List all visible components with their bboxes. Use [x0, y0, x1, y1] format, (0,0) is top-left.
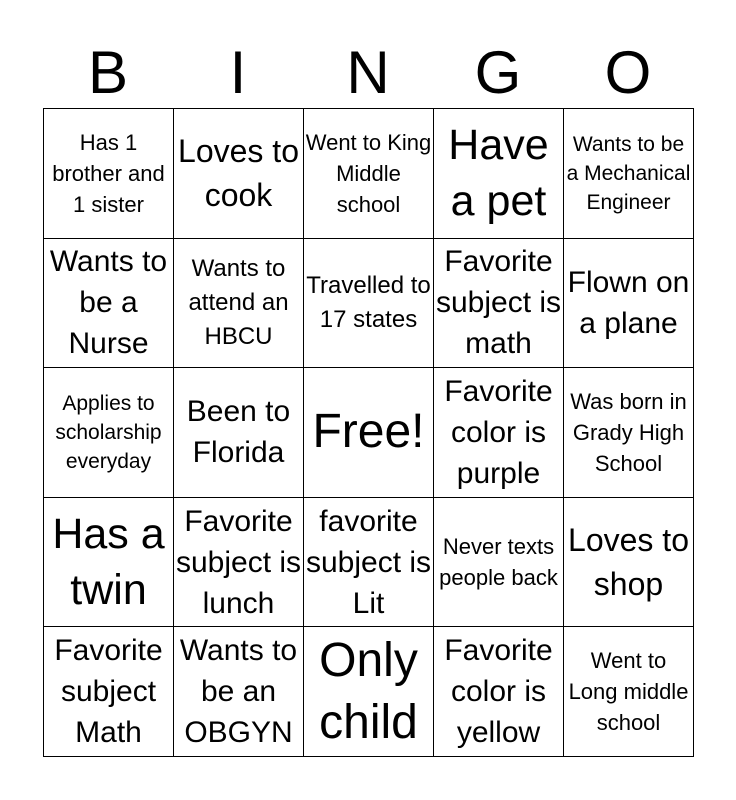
bingo-cell-r2c5[interactable]: [564, 239, 694, 369]
bingo-cell-r4c5[interactable]: [564, 498, 694, 628]
cell-text: Travelled to 17 states: [306, 271, 431, 333]
bingo-cell-r5c5[interactable]: [564, 627, 694, 757]
bingo-cell-r1c3[interactable]: [304, 109, 434, 239]
cell-text: Have a pet: [448, 121, 549, 226]
cell-text: Applies to scholarship everyday: [55, 391, 162, 473]
cell-text: Wants to attend an HBCU: [188, 254, 289, 350]
bingo-cell-r1c1[interactable]: [44, 109, 174, 239]
header-letter-g: G: [474, 39, 522, 106]
cell-text: Favorite color is purple: [444, 374, 553, 490]
bingo-cell-r2c4[interactable]: [434, 239, 564, 369]
bingo-cell-r3c1[interactable]: [44, 368, 174, 498]
header-letter-i: I: [229, 39, 247, 106]
bingo-header: [43, 40, 693, 106]
bingo-cell-r4c3[interactable]: [304, 498, 434, 628]
header-letter-o: O: [604, 39, 652, 106]
bingo-cell-r4c4[interactable]: [434, 498, 564, 628]
cell-text: Only child: [319, 633, 418, 749]
cell-text: Flown on a plane: [567, 265, 690, 340]
cell-text: Favorite subject is math: [435, 245, 562, 361]
cell-text: Favorite color is yellow: [444, 634, 553, 750]
bingo-cell-r3c3[interactable]: [304, 368, 434, 498]
bingo-cell-r3c2[interactable]: [174, 368, 304, 498]
cell-text: Went to King Middle school: [305, 129, 432, 217]
cell-text: Has 1 brother and 1 sister: [52, 129, 165, 217]
cell-text: Been to Florida: [186, 395, 291, 470]
cell-text: Wants to be a Mechanical Engineer: [566, 132, 691, 214]
cell-text: Loves to shop: [568, 522, 689, 603]
cell-text: Wants to be a Nurse: [49, 245, 168, 361]
header-letter-b: B: [87, 39, 129, 106]
bingo-cell-r5c4[interactable]: [434, 627, 564, 757]
cell-text: Never texts people back: [439, 534, 558, 591]
free-space: Free!: [312, 405, 425, 459]
cell-text: Was born in Grady High School: [570, 388, 687, 476]
cell-text: Wants to be an OBGYN: [179, 634, 298, 750]
header-letter-n: N: [346, 39, 390, 106]
bingo-cell-r5c1[interactable]: [44, 627, 174, 757]
bingo-cell-r1c5[interactable]: [564, 109, 694, 239]
cell-text: Went to Long middle school: [568, 648, 689, 736]
cell-text: favorite subject is Lit: [305, 504, 432, 620]
cell-text: Favorite subject Math: [54, 634, 163, 750]
bingo-cell-r2c2[interactable]: [174, 239, 304, 369]
bingo-cell-r3c4[interactable]: [434, 368, 564, 498]
bingo-cell-r4c1[interactable]: [44, 498, 174, 628]
bingo-board: [43, 108, 694, 757]
cell-text: Loves to cook: [178, 133, 299, 214]
bingo-cell-r5c3[interactable]: [304, 627, 434, 757]
cell-text: Has a twin: [52, 510, 165, 615]
bingo-cell-r1c4[interactable]: [434, 109, 564, 239]
bingo-cell-r4c2[interactable]: [174, 498, 304, 628]
bingo-cell-r2c3[interactable]: [304, 239, 434, 369]
bingo-cell-r1c2[interactable]: [174, 109, 304, 239]
bingo-cell-r5c2[interactable]: [174, 627, 304, 757]
cell-text: Favorite subject is lunch: [175, 504, 302, 620]
bingo-cell-r2c1[interactable]: [44, 239, 174, 369]
bingo-cell-r3c5[interactable]: [564, 368, 694, 498]
